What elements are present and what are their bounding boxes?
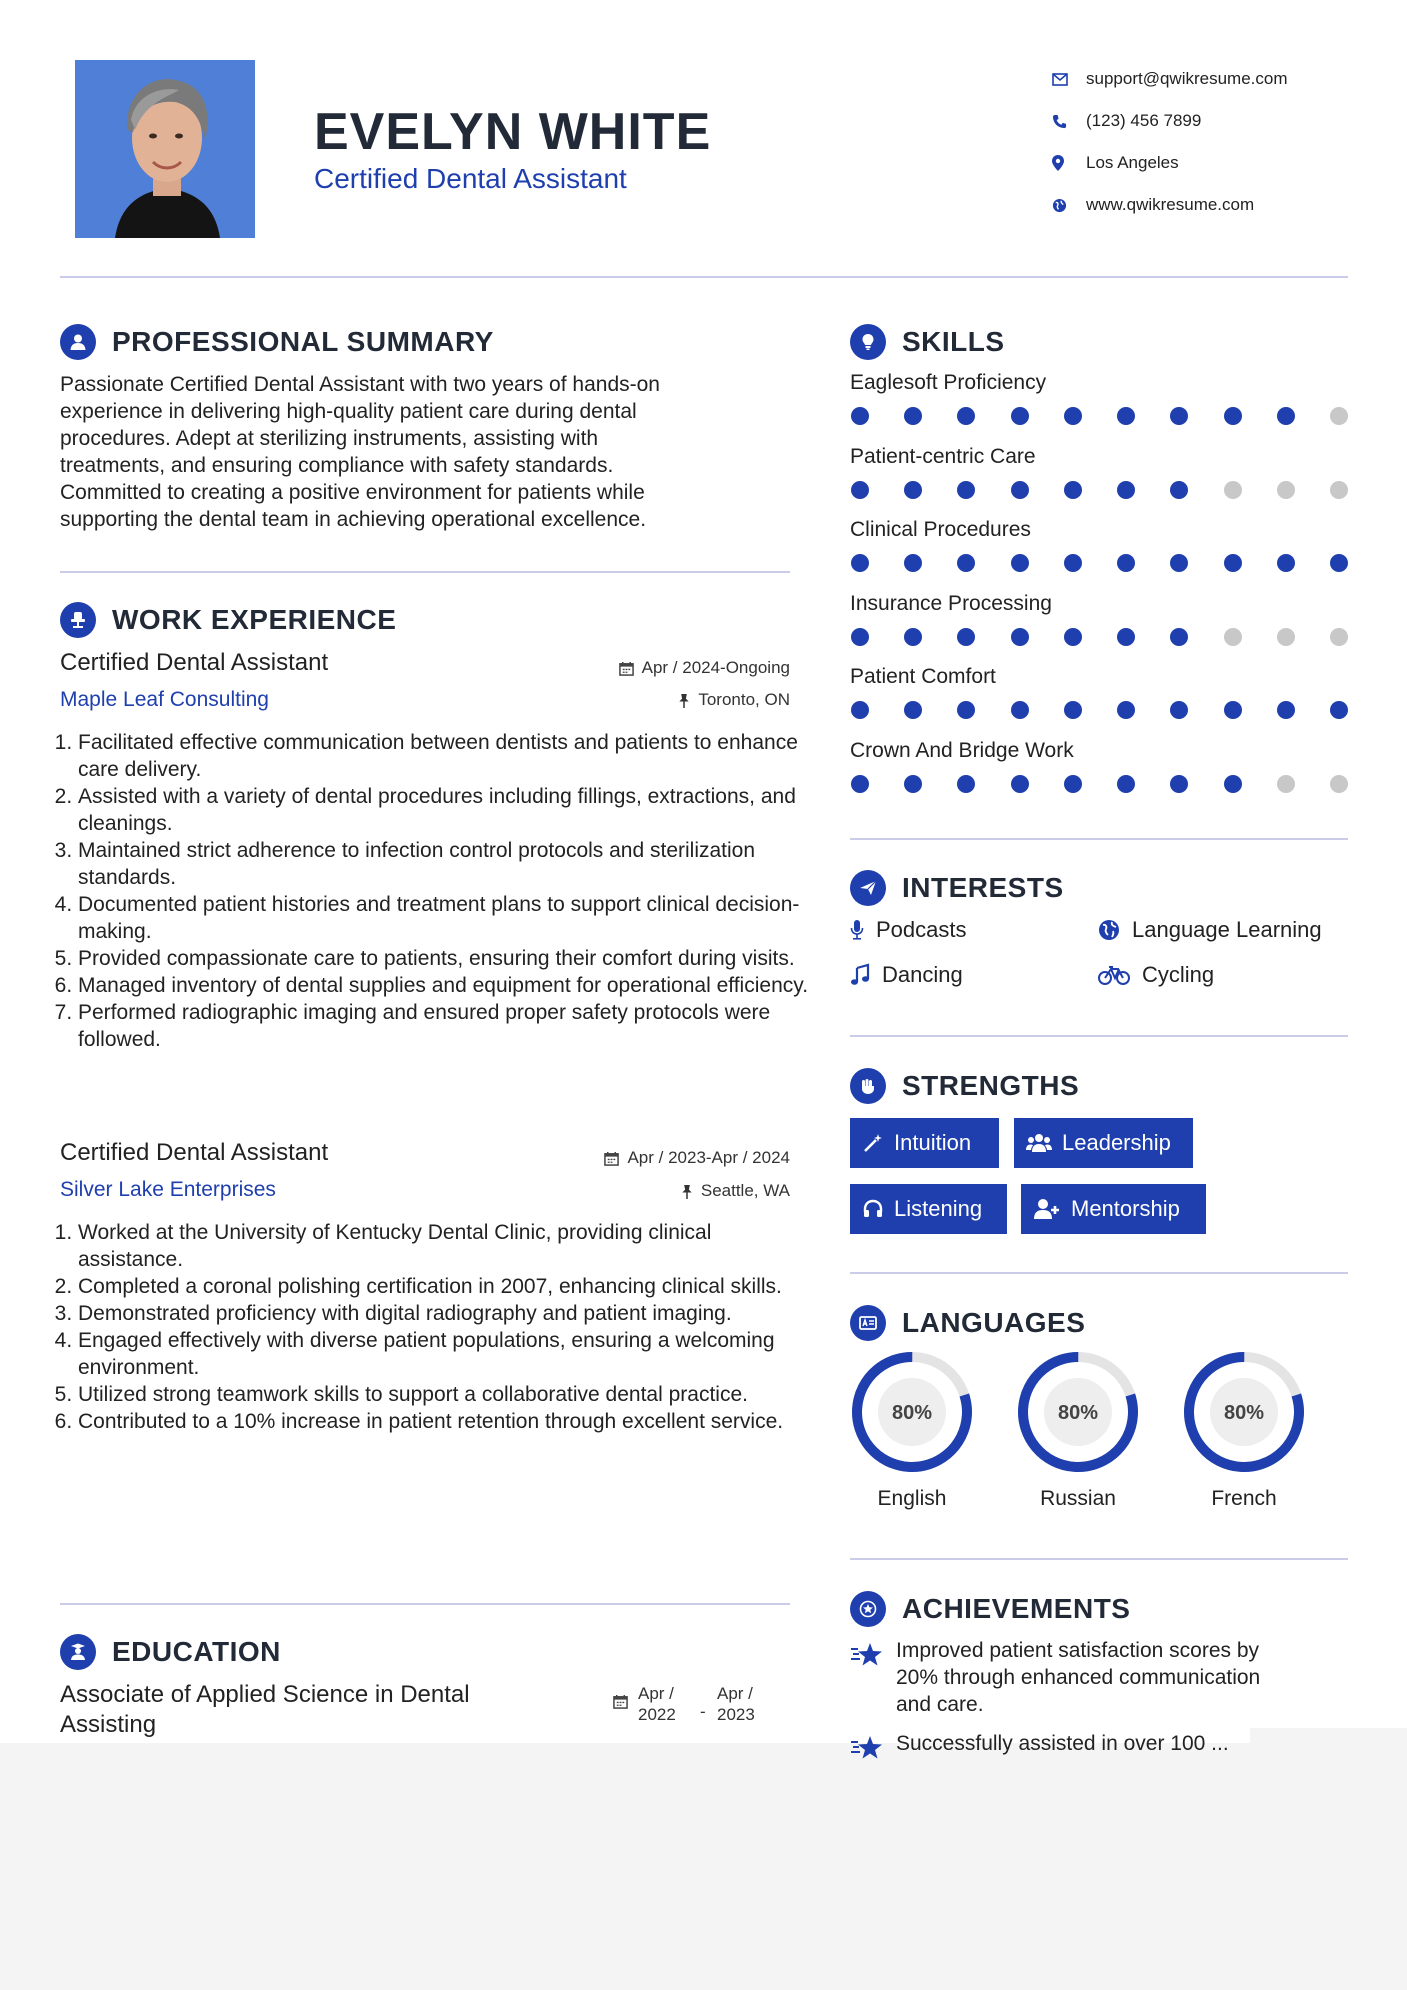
rating-dot-filled: [851, 628, 869, 646]
rating-dot-filled: [957, 554, 975, 572]
rating-dot-filled: [851, 701, 869, 719]
strengths-heading: STRENGTHS: [850, 1068, 1079, 1104]
job-2-company: Silver Lake Enterprises: [60, 1178, 276, 1201]
magic-wand-icon: [862, 1132, 884, 1154]
rating-dot-filled: [1064, 701, 1082, 719]
languages-divider: [850, 1558, 1348, 1560]
education-degree: Associate of Applied Science in Dental Assisting: [60, 1681, 470, 1738]
rating-dot-filled: [904, 775, 922, 793]
rating-dot-empty: [1330, 775, 1348, 793]
envelope-icon: [1052, 73, 1068, 86]
job-1-title: Certified Dental Assistant: [60, 649, 329, 676]
rating-dot-filled: [1277, 701, 1295, 719]
rating-dot-filled: [1117, 775, 1135, 793]
language-progress-ring: [1182, 1350, 1306, 1474]
email-text[interactable]: support@qwikresume.com: [1086, 69, 1288, 88]
rating-dot-filled: [1117, 481, 1135, 499]
list-item: 5. Utilized strong teamwork skills to support a collaborative dental practice.: [78, 1381, 813, 1408]
rating-dot-filled: [957, 701, 975, 719]
rating-dot-filled: [1224, 407, 1242, 425]
rating-dot-filled: [851, 775, 869, 793]
rating-dot-filled: [904, 628, 922, 646]
interests-divider: [850, 1035, 1348, 1037]
phone-icon: [1052, 114, 1067, 129]
list-item: 5. Provided compassionate care to patients, ensuring their comfort during visits.: [78, 945, 813, 972]
rating-dot-filled: [957, 407, 975, 425]
rating-dot-filled: [957, 628, 975, 646]
pushpin-icon: [678, 693, 690, 708]
fist-icon: [858, 1076, 878, 1096]
strengths-divider: [850, 1272, 1348, 1274]
rating-dot-filled: [1330, 554, 1348, 572]
phone-text: (123) 456 7899: [1086, 111, 1202, 130]
rating-dot-filled: [1330, 701, 1348, 719]
summary-heading: PROFESSIONAL SUMMARY: [60, 324, 494, 360]
education-end-date: Apr / 2023: [717, 1684, 755, 1724]
interest-dancing: Dancing: [850, 962, 963, 988]
rating-dot-filled: [851, 481, 869, 499]
rating-dot-filled: [1224, 701, 1242, 719]
candidate-name: EVELYN WHITE: [314, 103, 712, 161]
rating-dot-filled: [1064, 407, 1082, 425]
rating-dot-filled: [904, 407, 922, 425]
skill-name: Clinical Procedures: [850, 518, 1031, 541]
rating-dot-filled: [1170, 407, 1188, 425]
map-pin-icon: [1052, 155, 1064, 171]
list-item: 1. Worked at the University of Kentucky Dental Clinic, providing clinical assistance.: [78, 1219, 813, 1273]
skills-divider: [850, 838, 1348, 840]
rating-dot-empty: [1330, 407, 1348, 425]
rating-dot-filled: [1170, 775, 1188, 793]
bicycle-icon: [1098, 964, 1130, 986]
language-name: Russian: [1040, 1487, 1116, 1510]
language-name: English: [877, 1487, 947, 1510]
rating-dot-filled: [1011, 481, 1029, 499]
star-icon: [850, 1641, 884, 1667]
pushpin-icon: [681, 1184, 693, 1199]
rating-dot-filled: [957, 481, 975, 499]
achievement-item-2: Successfully assisted in over 100 ...: [850, 1730, 1270, 1743]
list-item: 6. Contributed to a 10% increase in patient retention through excellent service.: [78, 1408, 813, 1435]
language-card-icon: [858, 1313, 878, 1333]
strength-chip-mentorship: Mentorship: [1021, 1184, 1206, 1234]
job-2-location: Seattle, WA: [560, 1181, 790, 1201]
strength-chip-listening: Listening: [850, 1184, 1007, 1234]
contact-website: [1052, 184, 1382, 226]
rating-dot-filled: [1117, 628, 1135, 646]
lightbulb-icon: [858, 332, 878, 352]
rating-dot-filled: [904, 481, 922, 499]
language-name: French: [1211, 1487, 1277, 1510]
rating-dot-filled: [1064, 628, 1082, 646]
candidate-role: Certified Dental Assistant: [314, 163, 627, 194]
rating-dot-filled: [904, 554, 922, 572]
rating-dot-filled: [1011, 775, 1029, 793]
rating-dot-filled: [1277, 554, 1295, 572]
rating-dot-empty: [1224, 628, 1242, 646]
rating-dot-empty: [1277, 628, 1295, 646]
education-start-date: Apr / 2022: [638, 1684, 676, 1724]
chair-icon: [68, 610, 88, 630]
rating-dot-filled: [1011, 628, 1029, 646]
globe-icon: [1052, 198, 1067, 213]
rating-dot-filled: [1277, 407, 1295, 425]
location-text: Los Angeles: [1086, 153, 1179, 172]
skill-rating: [851, 554, 1348, 572]
skill-rating: [851, 701, 1348, 719]
language-percent: 80%: [1057, 1402, 1099, 1424]
language-progress-ring: [1016, 1350, 1140, 1474]
rating-dot-filled: [1170, 481, 1188, 499]
rating-dot-empty: [1277, 481, 1295, 499]
header-divider: [60, 276, 1348, 278]
skill-rating: [851, 775, 1348, 793]
portrait-image: [75, 60, 255, 238]
interest-podcasts: Podcasts: [850, 917, 967, 943]
education-heading: EDUCATION: [60, 1634, 281, 1670]
rating-dot-filled: [1117, 407, 1135, 425]
users-icon: [1026, 1132, 1052, 1154]
rating-dot-filled: [1224, 775, 1242, 793]
strength-chip-intuition: Intuition: [850, 1118, 999, 1168]
skills-heading: SKILLS: [850, 324, 1005, 360]
calendar-icon: [619, 661, 634, 676]
globe-icon: [1098, 919, 1120, 941]
contact-block: [1052, 58, 1382, 226]
skill-name: Eaglesoft Proficiency: [850, 371, 1047, 394]
rating-dot-filled: [1117, 701, 1135, 719]
summary-text: Passionate Certified Dental Assistant with two years of hands-on experience in delivering high-quality patient care during dental procedures. Adept at sterilizing instruments, assisting with treatments, and ensuring compliance with safety standards. Committed to creating a positive environment for patients while supporting the dental team in achieving operational excellence.: [60, 373, 660, 531]
contact-location: [1052, 142, 1382, 184]
rating-dot-filled: [904, 701, 922, 719]
skill-name: Insurance Processing: [850, 591, 1052, 615]
interests-heading: INTERESTS: [850, 870, 1064, 906]
website-text[interactable]: www.qwikresume.com: [1086, 195, 1255, 214]
rating-dot-filled: [1170, 628, 1188, 646]
rating-dot-filled: [957, 775, 975, 793]
language-percent: 80%: [891, 1402, 933, 1424]
contact-email: [1052, 58, 1382, 100]
rating-dot-filled: [851, 407, 869, 425]
achievements-heading: ACHIEVEMENTS: [850, 1591, 1130, 1627]
page-cutoff: [1250, 1728, 1407, 1743]
date-separator: -: [700, 1702, 706, 1721]
profile-photo: [75, 60, 255, 238]
rating-dot-filled: [1170, 701, 1188, 719]
graduate-icon: [68, 1642, 88, 1662]
summary-divider: [60, 571, 790, 573]
rating-dot-empty: [1224, 481, 1242, 499]
job-1-dates: Apr / 2024-Ongoing: [560, 658, 790, 678]
user-plus-icon: [1033, 1198, 1061, 1220]
job-2-bullets: [60, 1219, 813, 1435]
rating-dot-filled: [1117, 554, 1135, 572]
rating-dot-empty: [1277, 775, 1295, 793]
rating-dot-filled: [1170, 554, 1188, 572]
skill-name: Crown And Bridge Work: [850, 738, 1074, 762]
work-divider: [60, 1603, 790, 1605]
calendar-icon: [613, 1694, 628, 1709]
list-item: 4. Engaged effectively with diverse patient populations, ensuring a welcoming environment.: [78, 1327, 813, 1381]
list-item: 4. Documented patient histories and treatment plans to support clinical decision-making.: [78, 891, 813, 945]
rating-dot-filled: [1011, 407, 1029, 425]
paper-plane-icon: [858, 878, 878, 898]
rating-dot-filled: [1011, 554, 1029, 572]
language-percent: 80%: [1223, 1402, 1265, 1424]
list-item: 3. Maintained strict adherence to infection control protocols and sterilization standards.: [78, 837, 813, 891]
music-note-icon: [850, 964, 870, 986]
skill-name: Patient Comfort: [850, 665, 996, 688]
microphone-icon: [850, 919, 864, 941]
rating-dot-empty: [1330, 481, 1348, 499]
interest-language-learning: Language Learning: [1098, 917, 1322, 943]
rating-dot-filled: [1064, 775, 1082, 793]
list-item: 6. Managed inventory of dental supplies and equipment for operational efficiency.: [78, 972, 813, 999]
skill-rating: [851, 407, 1348, 425]
list-item: 7. Performed radiographic imaging and ensured proper safety protocols were followed.: [78, 999, 813, 1053]
language-progress-ring: [850, 1350, 974, 1474]
contact-phone: [1052, 100, 1382, 142]
rating-dot-filled: [1011, 701, 1029, 719]
job-1-location: Toronto, ON: [560, 690, 790, 710]
work-heading: WORK EXPERIENCE: [60, 602, 396, 638]
rating-dot-filled: [1224, 554, 1242, 572]
user-icon: [68, 332, 88, 352]
calendar-icon: [604, 1151, 619, 1166]
interest-cycling: Cycling: [1098, 962, 1214, 988]
list-item: 2. Completed a coronal polishing certification in 2007, enhancing clinical skills.: [78, 1273, 813, 1300]
rating-dot-filled: [1064, 554, 1082, 572]
skill-rating: [851, 628, 1348, 646]
star-icon: [850, 1734, 884, 1760]
job-2-dates: Apr / 2023-Apr / 2024: [540, 1148, 790, 1168]
job-2-title: Certified Dental Assistant: [60, 1139, 329, 1166]
rating-dot-filled: [851, 554, 869, 572]
job-1-company: Maple Leaf Consulting: [60, 688, 269, 711]
languages-heading: LANGUAGES: [850, 1305, 1085, 1341]
achievement-item-1: Improved patient satisfaction scores by 20% through enhanced communication and care.: [850, 1637, 1330, 1718]
list-item: 3. Demonstrated proficiency with digital radiography and patient imaging.: [78, 1300, 813, 1327]
rating-dot-empty: [1330, 628, 1348, 646]
skill-name: Patient-centric Care: [850, 444, 1036, 468]
job-1-bullets: [60, 729, 813, 1053]
strength-chip-leadership: Leadership: [1014, 1118, 1193, 1168]
skill-rating: [851, 481, 1348, 499]
list-item: 1. Facilitated effective communication between dentists and patients to enhance care delivery.: [78, 729, 813, 783]
list-item: 2. Assisted with a variety of dental procedures including fillings, extractions, and cleanings.: [78, 783, 813, 837]
headphones-icon: [862, 1198, 884, 1220]
award-star-icon: [858, 1599, 878, 1619]
rating-dot-filled: [1064, 481, 1082, 499]
